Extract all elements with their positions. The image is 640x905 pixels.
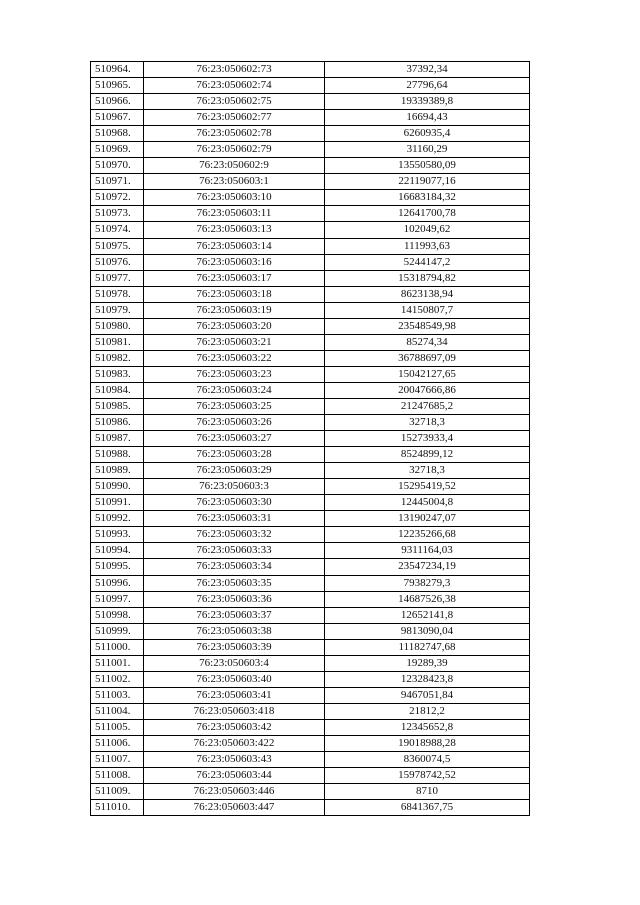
cadastral-number-cell: 76:23:050603:36: [144, 591, 325, 607]
row-number-cell: 510992.: [91, 511, 144, 527]
table-row: [91, 110, 530, 126]
value-cell: 12328423,8: [325, 671, 530, 687]
cadastral-value-table: [90, 61, 530, 816]
table-row: [91, 415, 530, 431]
table-row: [91, 126, 530, 142]
row-number-cell: 510970.: [91, 158, 144, 174]
table-row: [91, 447, 530, 463]
cadastral-number-cell: 76:23:050602:77: [144, 110, 325, 126]
cadastral-number-cell: 76:23:050602:74: [144, 78, 325, 94]
row-number-cell: 510987.: [91, 431, 144, 447]
row-number-cell: 510995.: [91, 559, 144, 575]
cadastral-number-cell: 76:23:050603:25: [144, 398, 325, 414]
value-cell: 37392,34: [325, 62, 530, 78]
value-cell: 16683184,32: [325, 190, 530, 206]
table-row: [91, 382, 530, 398]
row-number-cell: 511007.: [91, 752, 144, 768]
row-number-cell: 510972.: [91, 190, 144, 206]
value-cell: 12235266,68: [325, 527, 530, 543]
value-cell: 9311164,03: [325, 543, 530, 559]
table-row: [91, 222, 530, 238]
cadastral-number-cell: 76:23:050603:18: [144, 286, 325, 302]
table-row: [91, 575, 530, 591]
value-cell: 8710: [325, 784, 530, 800]
cadastral-number-cell: 76:23:050603:446: [144, 784, 325, 800]
cadastral-number-cell: 76:23:050602:78: [144, 126, 325, 142]
value-cell: 12345652,8: [325, 719, 530, 735]
table-row: [91, 142, 530, 158]
table-row: [91, 495, 530, 511]
cadastral-number-cell: 76:23:050602:73: [144, 62, 325, 78]
value-cell: 15318794,82: [325, 270, 530, 286]
cadastral-number-cell: 76:23:050603:20: [144, 318, 325, 334]
cadastral-number-cell: 76:23:050603:32: [144, 527, 325, 543]
value-cell: 8623138,94: [325, 286, 530, 302]
table-row: [91, 768, 530, 784]
value-cell: 8360074,5: [325, 752, 530, 768]
table-row: [91, 206, 530, 222]
value-cell: 15978742,52: [325, 768, 530, 784]
row-number-cell: 510994.: [91, 543, 144, 559]
row-number-cell: 511005.: [91, 719, 144, 735]
row-number-cell: 510984.: [91, 382, 144, 398]
row-number-cell: 511009.: [91, 784, 144, 800]
table-row: [91, 463, 530, 479]
cadastral-number-cell: 76:23:050603:4: [144, 655, 325, 671]
cadastral-number-cell: 76:23:050603:37: [144, 607, 325, 623]
table-row: [91, 639, 530, 655]
table-row: [91, 78, 530, 94]
value-cell: 23547234,19: [325, 559, 530, 575]
table-row: [91, 431, 530, 447]
table-row: [91, 479, 530, 495]
cadastral-number-cell: 76:23:050603:19: [144, 302, 325, 318]
value-cell: 13190247,07: [325, 511, 530, 527]
row-number-cell: 510966.: [91, 94, 144, 110]
row-number-cell: 511008.: [91, 768, 144, 784]
value-cell: 8524899,12: [325, 447, 530, 463]
cadastral-number-cell: 76:23:050602:75: [144, 94, 325, 110]
table-row: [91, 800, 530, 816]
value-cell: 19289,39: [325, 655, 530, 671]
cadastral-number-cell: 76:23:050603:43: [144, 752, 325, 768]
value-cell: 23548549,98: [325, 318, 530, 334]
value-cell: 14687526,38: [325, 591, 530, 607]
cadastral-number-cell: 76:23:050603:30: [144, 495, 325, 511]
cadastral-number-cell: 76:23:050603:41: [144, 687, 325, 703]
value-cell: 21812,2: [325, 703, 530, 719]
cadastral-number-cell: 76:23:050603:26: [144, 415, 325, 431]
value-cell: 9467051,84: [325, 687, 530, 703]
cadastral-number-cell: 76:23:050603:29: [144, 463, 325, 479]
table-row: [91, 302, 530, 318]
row-number-cell: 510981.: [91, 334, 144, 350]
value-cell: 14150807,7: [325, 302, 530, 318]
cadastral-number-cell: 76:23:050603:44: [144, 768, 325, 784]
row-number-cell: 510964.: [91, 62, 144, 78]
row-number-cell: 510997.: [91, 591, 144, 607]
table-row: [91, 190, 530, 206]
table-row: [91, 254, 530, 270]
value-cell: 7938279,3: [325, 575, 530, 591]
cadastral-number-cell: 76:23:050603:447: [144, 800, 325, 816]
table-row: [91, 559, 530, 575]
cadastral-number-cell: 76:23:050603:28: [144, 447, 325, 463]
row-number-cell: 510976.: [91, 254, 144, 270]
row-number-cell: 510980.: [91, 318, 144, 334]
table-row: [91, 527, 530, 543]
table-row: [91, 158, 530, 174]
table-row: [91, 591, 530, 607]
cadastral-number-cell: 76:23:050602:79: [144, 142, 325, 158]
row-number-cell: 510973.: [91, 206, 144, 222]
cadastral-number-cell: 76:23:050603:11: [144, 206, 325, 222]
table-row: [91, 174, 530, 190]
row-number-cell: 511004.: [91, 703, 144, 719]
cadastral-number-cell: 76:23:050603:3: [144, 479, 325, 495]
table-body: [91, 62, 530, 816]
value-cell: 12641700,78: [325, 206, 530, 222]
row-number-cell: 511010.: [91, 800, 144, 816]
row-number-cell: 510996.: [91, 575, 144, 591]
row-number-cell: 510967.: [91, 110, 144, 126]
row-number-cell: 510986.: [91, 415, 144, 431]
table-row: [91, 350, 530, 366]
cadastral-number-cell: 76:23:050603:39: [144, 639, 325, 655]
cadastral-number-cell: 76:23:050603:13: [144, 222, 325, 238]
row-number-cell: 510974.: [91, 222, 144, 238]
row-number-cell: 510998.: [91, 607, 144, 623]
value-cell: 6260935,4: [325, 126, 530, 142]
row-number-cell: 511000.: [91, 639, 144, 655]
value-cell: 6841367,75: [325, 800, 530, 816]
row-number-cell: 510985.: [91, 398, 144, 414]
value-cell: 15295419,52: [325, 479, 530, 495]
row-number-cell: 511003.: [91, 687, 144, 703]
row-number-cell: 510990.: [91, 479, 144, 495]
cadastral-number-cell: 76:23:050603:22: [144, 350, 325, 366]
value-cell: 102049,62: [325, 222, 530, 238]
value-cell: 5244147,2: [325, 254, 530, 270]
value-cell: 12445004,8: [325, 495, 530, 511]
value-cell: 31160,29: [325, 142, 530, 158]
cadastral-number-cell: 76:23:050603:418: [144, 703, 325, 719]
cadastral-number-cell: 76:23:050603:27: [144, 431, 325, 447]
value-cell: 9813090,04: [325, 623, 530, 639]
cadastral-number-cell: 76:23:050603:422: [144, 735, 325, 751]
row-number-cell: 510999.: [91, 623, 144, 639]
row-number-cell: 511002.: [91, 671, 144, 687]
table-row: [91, 398, 530, 414]
row-number-cell: 510965.: [91, 78, 144, 94]
table-row: [91, 655, 530, 671]
row-number-cell: 510975.: [91, 238, 144, 254]
table-row: [91, 366, 530, 382]
row-number-cell: 511001.: [91, 655, 144, 671]
table-row: [91, 671, 530, 687]
value-cell: 15042127,65: [325, 366, 530, 382]
table-row: [91, 511, 530, 527]
cadastral-number-cell: 76:23:050603:16: [144, 254, 325, 270]
table-row: [91, 286, 530, 302]
row-number-cell: 510991.: [91, 495, 144, 511]
value-cell: 36788697,09: [325, 350, 530, 366]
cadastral-number-cell: 76:23:050603:40: [144, 671, 325, 687]
cadastral-number-cell: 76:23:050603:1: [144, 174, 325, 190]
cadastral-number-cell: 76:23:050603:21: [144, 334, 325, 350]
cadastral-number-cell: 76:23:050603:34: [144, 559, 325, 575]
table-row: [91, 334, 530, 350]
cadastral-number-cell: 76:23:050603:33: [144, 543, 325, 559]
row-number-cell: 510977.: [91, 270, 144, 286]
cadastral-number-cell: 76:23:050603:23: [144, 366, 325, 382]
table-row: [91, 543, 530, 559]
table-row: [91, 703, 530, 719]
value-cell: 22119077,16: [325, 174, 530, 190]
table-row: [91, 318, 530, 334]
table-row: [91, 752, 530, 768]
row-number-cell: 510968.: [91, 126, 144, 142]
cadastral-number-cell: 76:23:050602:9: [144, 158, 325, 174]
value-cell: 20047666,86: [325, 382, 530, 398]
cadastral-number-cell: 76:23:050603:42: [144, 719, 325, 735]
table-row: [91, 62, 530, 78]
cadastral-number-cell: 76:23:050603:14: [144, 238, 325, 254]
row-number-cell: 511006.: [91, 735, 144, 751]
row-number-cell: 510979.: [91, 302, 144, 318]
value-cell: 111993,63: [325, 238, 530, 254]
row-number-cell: 510969.: [91, 142, 144, 158]
row-number-cell: 510978.: [91, 286, 144, 302]
cadastral-number-cell: 76:23:050603:35: [144, 575, 325, 591]
table-row: [91, 94, 530, 110]
table-row: [91, 784, 530, 800]
value-cell: 32718,3: [325, 415, 530, 431]
row-number-cell: 510989.: [91, 463, 144, 479]
cadastral-number-cell: 76:23:050603:31: [144, 511, 325, 527]
value-cell: 27796,64: [325, 78, 530, 94]
cadastral-number-cell: 76:23:050603:38: [144, 623, 325, 639]
value-cell: 21247685,2: [325, 398, 530, 414]
table-row: [91, 623, 530, 639]
row-number-cell: 510982.: [91, 350, 144, 366]
row-number-cell: 510988.: [91, 447, 144, 463]
value-cell: 11182747,68: [325, 639, 530, 655]
table-row: [91, 238, 530, 254]
table-row: [91, 719, 530, 735]
cadastral-number-cell: 76:23:050603:17: [144, 270, 325, 286]
value-cell: 85274,34: [325, 334, 530, 350]
value-cell: 12652141,8: [325, 607, 530, 623]
cadastral-number-cell: 76:23:050603:24: [144, 382, 325, 398]
table-row: [91, 270, 530, 286]
table-row: [91, 687, 530, 703]
row-number-cell: 510993.: [91, 527, 144, 543]
value-cell: 19339389,8: [325, 94, 530, 110]
value-cell: 15273933,4: [325, 431, 530, 447]
row-number-cell: 510983.: [91, 366, 144, 382]
value-cell: 13550580,09: [325, 158, 530, 174]
value-cell: 32718,3: [325, 463, 530, 479]
table-row: [91, 735, 530, 751]
cadastral-number-cell: 76:23:050603:10: [144, 190, 325, 206]
value-cell: 16694,43: [325, 110, 530, 126]
value-cell: 19018988,28: [325, 735, 530, 751]
row-number-cell: 510971.: [91, 174, 144, 190]
table-row: [91, 607, 530, 623]
